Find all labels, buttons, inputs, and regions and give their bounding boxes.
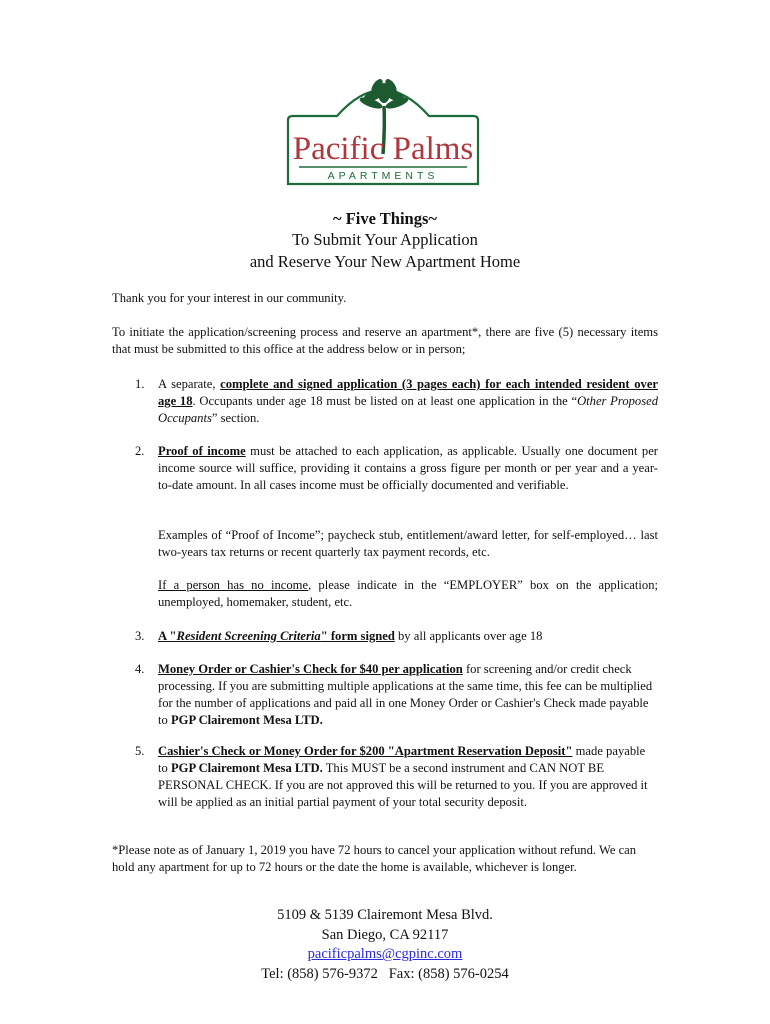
logo-subtitle: APARTMENTS [327, 170, 439, 182]
logo-name: Pacific Palms [292, 131, 474, 167]
city-state-zip: San Diego, CA 92117 [321, 926, 449, 943]
pacific-palms-logo [285, 68, 481, 186]
list-item-3: 3. A "Resident Screening Criteria" form signed by all applicants over age 18 [135, 629, 543, 643]
proof-of-income-label: Proof of income [158, 444, 246, 458]
list-item-1: 1. A separate, complete and signed application (3 pages each) for each intended resident over age 18. Occupants under age 18 must be listed on at least one application in the “Other Proposed Occupants” section. [135, 377, 658, 425]
address-block [0, 906, 770, 984]
fee-requirement: Money Order or Cashier's Check for $40 per application [158, 662, 463, 676]
heading-reserve: and Reserve Your New Apartment Home [249, 252, 521, 271]
heading-submit: To Submit Your Application [292, 230, 478, 249]
list-item-4: 4. Money Order or Cashier's Check for $40 per application for screening and/or credit check processing. If you are submitting multiple applications at the same time, this fee can be multiplied for the number of applications and paid all in one Money Order or Cashier's Check made payable to PGP Clairemont Mesa LTD. [135, 662, 653, 727]
list-item-5: 5. Cashier's Check or Money Order for $200 "Apartment Reservation Deposit" made payable to PGP Clairemont Mesa LTD. This MUST be a second instrument and CAN NOT BE PERSONAL CHECK. If you are not approved this will be returned to you. If you are approved it will be applied as an initial partial payment of your total security deposit. [135, 744, 648, 809]
income-examples: Examples of “Proof of Income”; paycheck stub, entitlement/award letter, for self-employed… last two-years tax returns or recent quarterly tax payment records, etc. [158, 528, 658, 559]
list-item-2: 2. Proof of income must be attached to each application, as applicable. Usually one document per income source will suffice, providing it contains a gross figure per month or per year and a year-to-date amount. In all cases income must be officially documented and verifiable. [135, 444, 658, 492]
no-income-instructions: If a person has no income, please indicate in the “EMPLOYER” box on the application; unemployed, homemaker, student, etc. [158, 578, 658, 609]
email-link[interactable]: pacificpalms@cgpinc.com [307, 946, 463, 962]
street-address: 5109 & 5139 Clairemont Mesa Blvd. [277, 907, 493, 923]
deposit-requirement: Cashier's Check or Money Order for $200 "Apartment Reservation Deposit" [158, 744, 573, 758]
cancellation-note: *Please note as of January 1, 2019 you have 72 hours to cancel your application without refund. We can hold any apartment for up to 72 hours or the date the home is available, whichever is longer. [112, 843, 637, 874]
heading-five-things: ~ Five Things~ [333, 209, 437, 228]
application-requirement: complete and signed application (3 pages each) for each intended resident over age 18 [158, 377, 658, 408]
intro-paragraph: To initiate the application/screening process and reserve an apartment*, there are five (5) necessary items that must be submitted to this office at the address below or in person; [112, 325, 658, 356]
phone-fax: Tel: (858) 576-9372 Fax: (858) 576-0254 [261, 965, 509, 982]
thank-you-text: Thank you for your interest in our community. [112, 291, 347, 305]
